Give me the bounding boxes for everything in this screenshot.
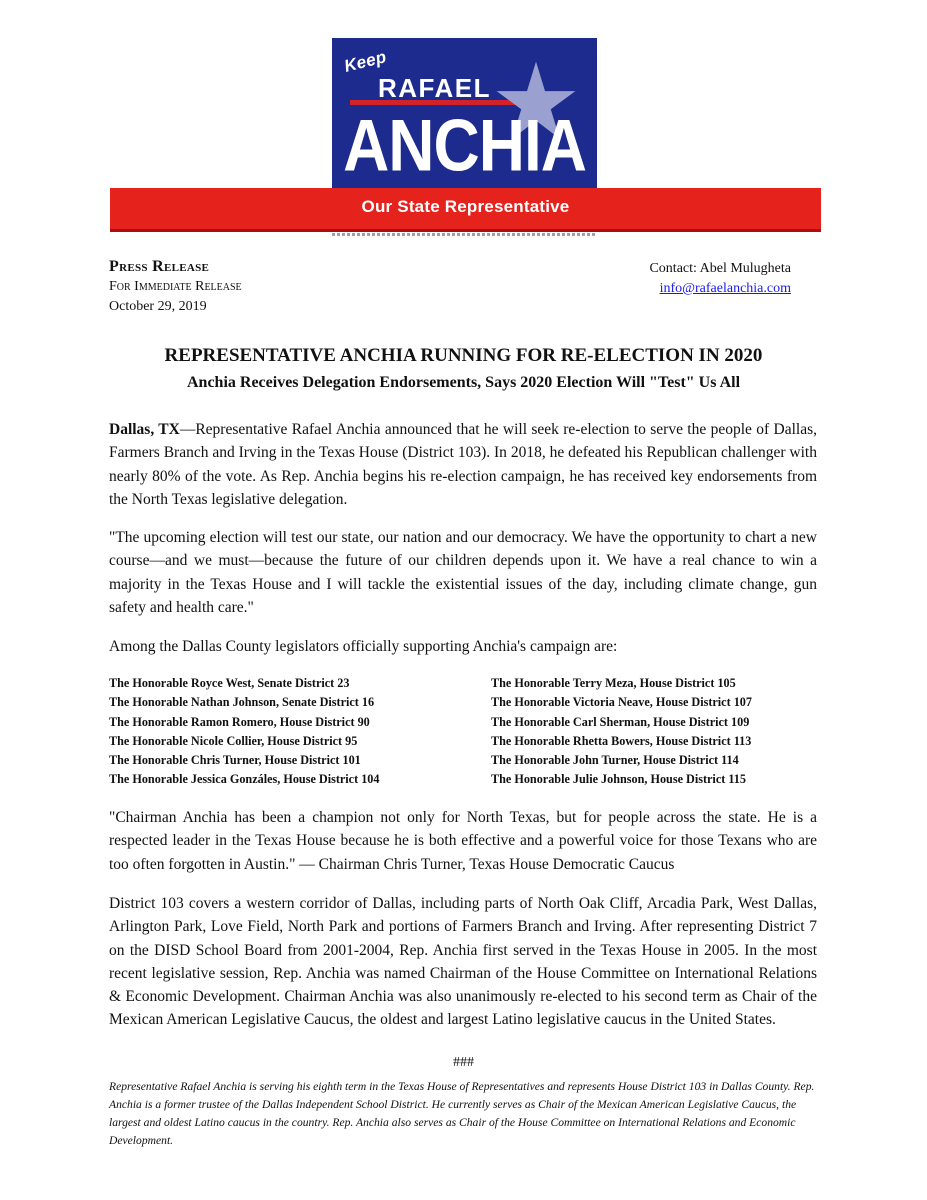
press-release-label: Press Release [109,258,210,275]
endorsement-item: The Honorable Nicole Collier, House District 95 [109,733,358,748]
subheadline: Anchia Receives Delegation Endorsements, Says 2020 Election Will "Test" Us All [186,374,741,391]
endorsement-item: The Honorable Jessica Gonzáles, House District 104 [109,772,380,787]
logo-disclaimer-line [332,233,597,236]
bio-footnote: Representative Rafael Anchia is serving his eighth term in the Texas House of Representatives and represents House District 103 in Dallas County. Rep. Anchia is a former trustee of the Dallas Independent School District. He currently serves as Chair of the Mexican American Legislative Caucus, the largest and oldest Latino caucus in the country. Rep. Anchia also serves as Chair of the House Committee on International Relations and Economic Development. [109,1080,815,1147]
endorsement-item: The Honorable Julie Johnson, House District 115 [491,772,746,787]
release-header [109,257,242,317]
contact-email-link[interactable]: info@rafaelanchia.com [659,281,791,296]
endorsement-item: The Honorable Rhetta Bowers, House District 113 [491,733,752,748]
contact-name: Contact: Abel Mulugheta [649,261,791,276]
endorsement-item: The Honorable Carl Sherman, House District 109 [491,714,750,729]
release-date: October 29, 2019 [109,299,207,314]
campaign-logo [332,38,597,190]
paragraph-quote: "The upcoming election will test our state, our nation and our democracy. We have the opportunity to chart a new course—and we must—because the future of our children depends upon it. We have a real chance to win a majority in the Texas House and I will tackle the existential issues of the day, including climate change, gun safety and health care." [109,529,817,616]
endorsement-list-right [491,674,752,790]
endorsement-item: The Honorable Royce West, Senate District 23 [109,676,350,690]
logo-first-name: RAFAEL [378,73,491,103]
logo-tagline: Our State Representative [361,197,570,216]
endorsement-item: The Honorable Nathan Johnson, Senate District 16 [109,695,375,710]
logo-tagline-banner [110,188,821,232]
endorsement-item: The Honorable Chris Turner, House District 101 [109,753,361,768]
paragraph-supporters-intro: Among the Dallas County legislators officially supporting Anchia's campaign are: [109,638,618,655]
paragraph-intro [109,418,817,511]
endorsement-item: The Honorable Terry Meza, House District 105 [491,676,736,690]
end-marks: ### [453,1055,474,1070]
endorsement-list-left [109,674,379,790]
contact-block [649,259,791,299]
headline: REPRESENTATIVE ANCHIA RUNNING FOR RE-ELECTION IN 2020 [164,345,763,366]
dateline: Dallas, TX [109,421,180,438]
paragraph-intro-text: —Representative Rafael Anchia announced that he will seek re-election to serve the people of Dallas, Farmers Branch and Irving in the Texas House (District 103). In 2018, he defeated his Republican challenger with nearly 80% of the vote. As Rep. Anchia begins his re-election campaign, he has received key endorsements from the North Texas legislative delegation. [109,421,817,508]
endorsement-item: The Honorable Victoria Neave, House District 107 [491,695,752,710]
logo-last-name: ANCHIA [343,104,586,187]
logo-keep-text: Keep [342,47,389,76]
endorsement-item: The Honorable John Turner, House District 114 [491,753,739,768]
paragraph-district-info: District 103 covers a western corridor of Dallas, including parts of North Oak Cliff, Arcadia Park, West Dallas, Arlington Park, Love Field, North Park and portions of Farmers Branch and Irving. After representing District 7 on the DISD School Board from 2001-2004, Rep. Anchia first served in the Texas House in 2005. In the most recent legislative session, Rep. Anchia was named Chairman of the House Committee on International Relations & Economic Development. Chairman Anchia was also unanimously re-elected to his second term as Chair of the Mexican American Legislative Caucus, the oldest and largest Latino legislative caucus in the United States. [109,895,817,1029]
immediate-release-label: For Immediate Release [109,279,242,294]
paragraph-turner-quote: "Chairman Anchia has been a champion not only for North Texas, but for people across the state. He is a respected leader in the Texas House because he is both effective and a powerful voice for those Texans who are too often forgotten in Austin." — Chairman Chris Turner, Texas House Democratic Caucus [109,809,817,873]
endorsement-item: The Honorable Ramon Romero, House District 90 [109,714,370,729]
